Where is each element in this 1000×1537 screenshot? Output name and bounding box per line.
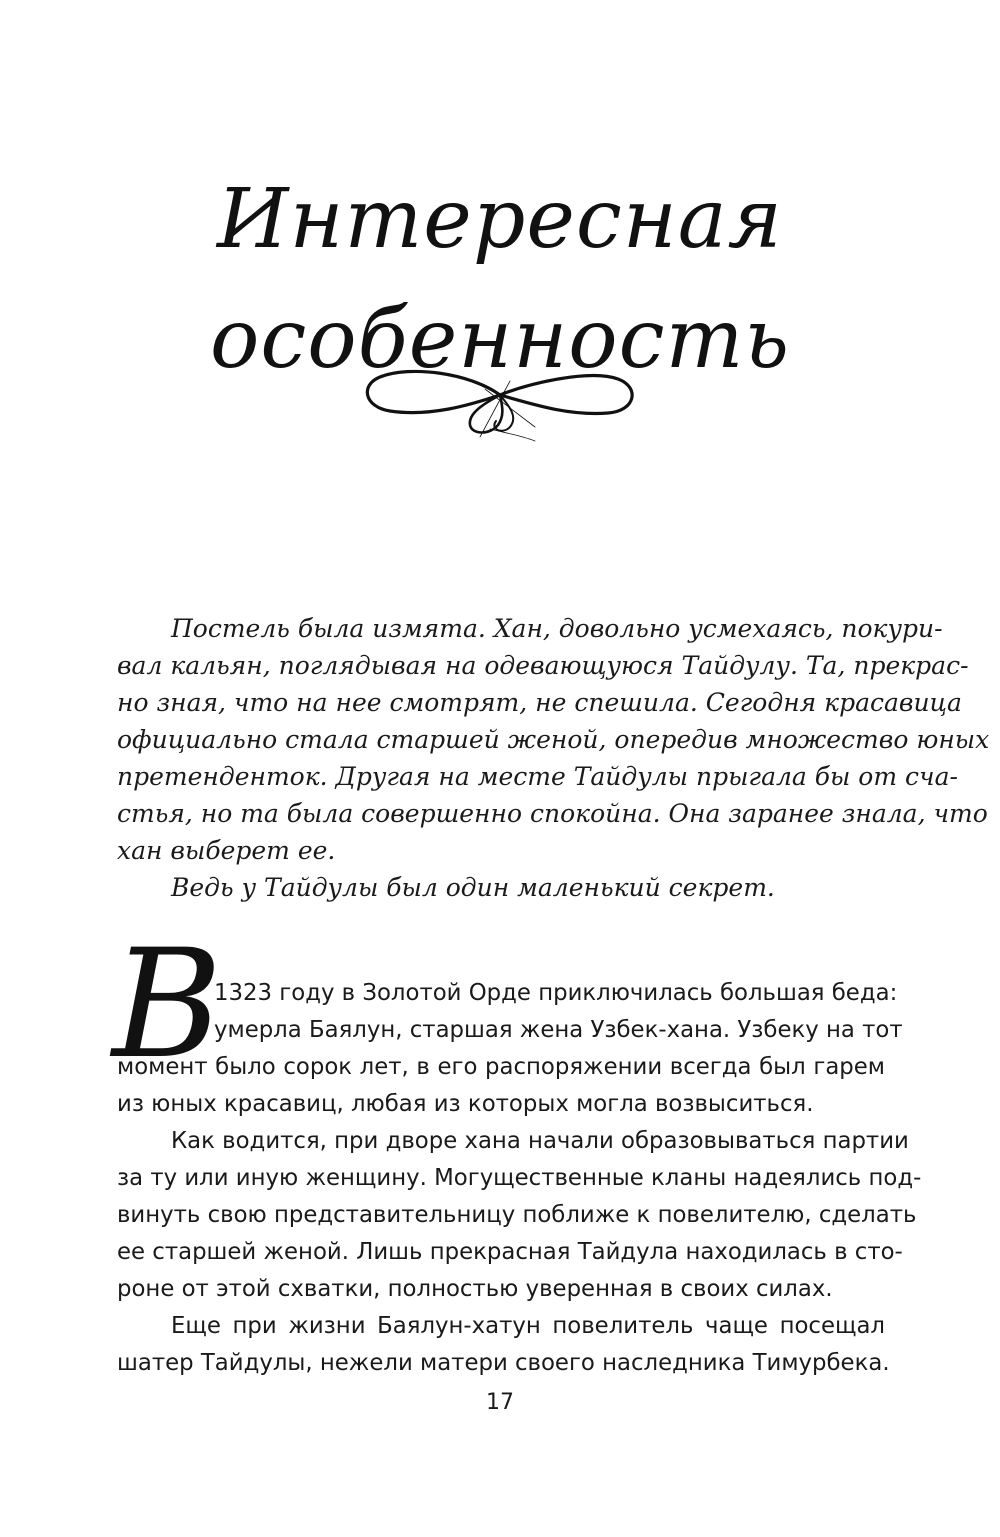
body-line: шатер Тайдулы, нежели матери своего наследника Тимурбека. [117, 1350, 890, 1376]
flourish-divider-icon [350, 355, 650, 455]
body-line: момент было сорок лет, в его распоряжении всегда был гарем [117, 1054, 885, 1080]
body-line: роне от этой схватки, полностью уверенная в своих силах. [117, 1276, 833, 1302]
body-line: Еще при жизни Баялун-хатун повелитель чаще посещал [171, 1313, 885, 1339]
epigraph-line: вал кальян, поглядывая на одевающуюся Тайдулу. Та, прекрас- [117, 651, 969, 680]
body-line: умерла Баялун, старшая жена Узбек-хана. Узбеку на тот [214, 1017, 903, 1043]
epigraph-line: Постель была измята. Хан, довольно усмехаясь, покури- [171, 614, 943, 643]
body-line: за ту или иную женщину. Могущественные кланы надеялись под- [117, 1165, 922, 1191]
epigraph [117, 610, 990, 906]
body-line: 1323 году в Золотой Орде приключилась большая беда: [214, 980, 898, 1006]
epigraph-line: хан выберет ее. [117, 836, 336, 865]
page-number: 17 [486, 1390, 514, 1415]
body-line: из юных красавиц, любая из которых могла возвыситься. [117, 1091, 814, 1117]
epigraph-line: претенденток. Другая на месте Тайдулы прыгала бы от сча- [117, 762, 958, 791]
body-line: ее старшей женой. Лишь прекрасная Тайдула находилась в сто- [117, 1239, 903, 1265]
body-text [117, 975, 922, 1382]
epigraph-line: но зная, что на нее смотрят, не спешила. Сегодня красавица [117, 688, 962, 717]
drop-cap: В [112, 918, 223, 1092]
epigraph-line: Ведь у Тайдулы был один маленький секрет. [171, 873, 775, 902]
body-line: винуть свою представительницу поближе к повелителю, сделать [117, 1202, 917, 1228]
epigraph-line: стья, но та была совершенно спокойна. Она заранее знала, что [117, 799, 988, 828]
body-line: Как водится, при дворе хана начали образовываться партии [171, 1128, 909, 1154]
chapter-title: Интересная особенность [210, 172, 790, 387]
epigraph-line: официально стала старшей женой, опередив множество юных [117, 725, 990, 754]
